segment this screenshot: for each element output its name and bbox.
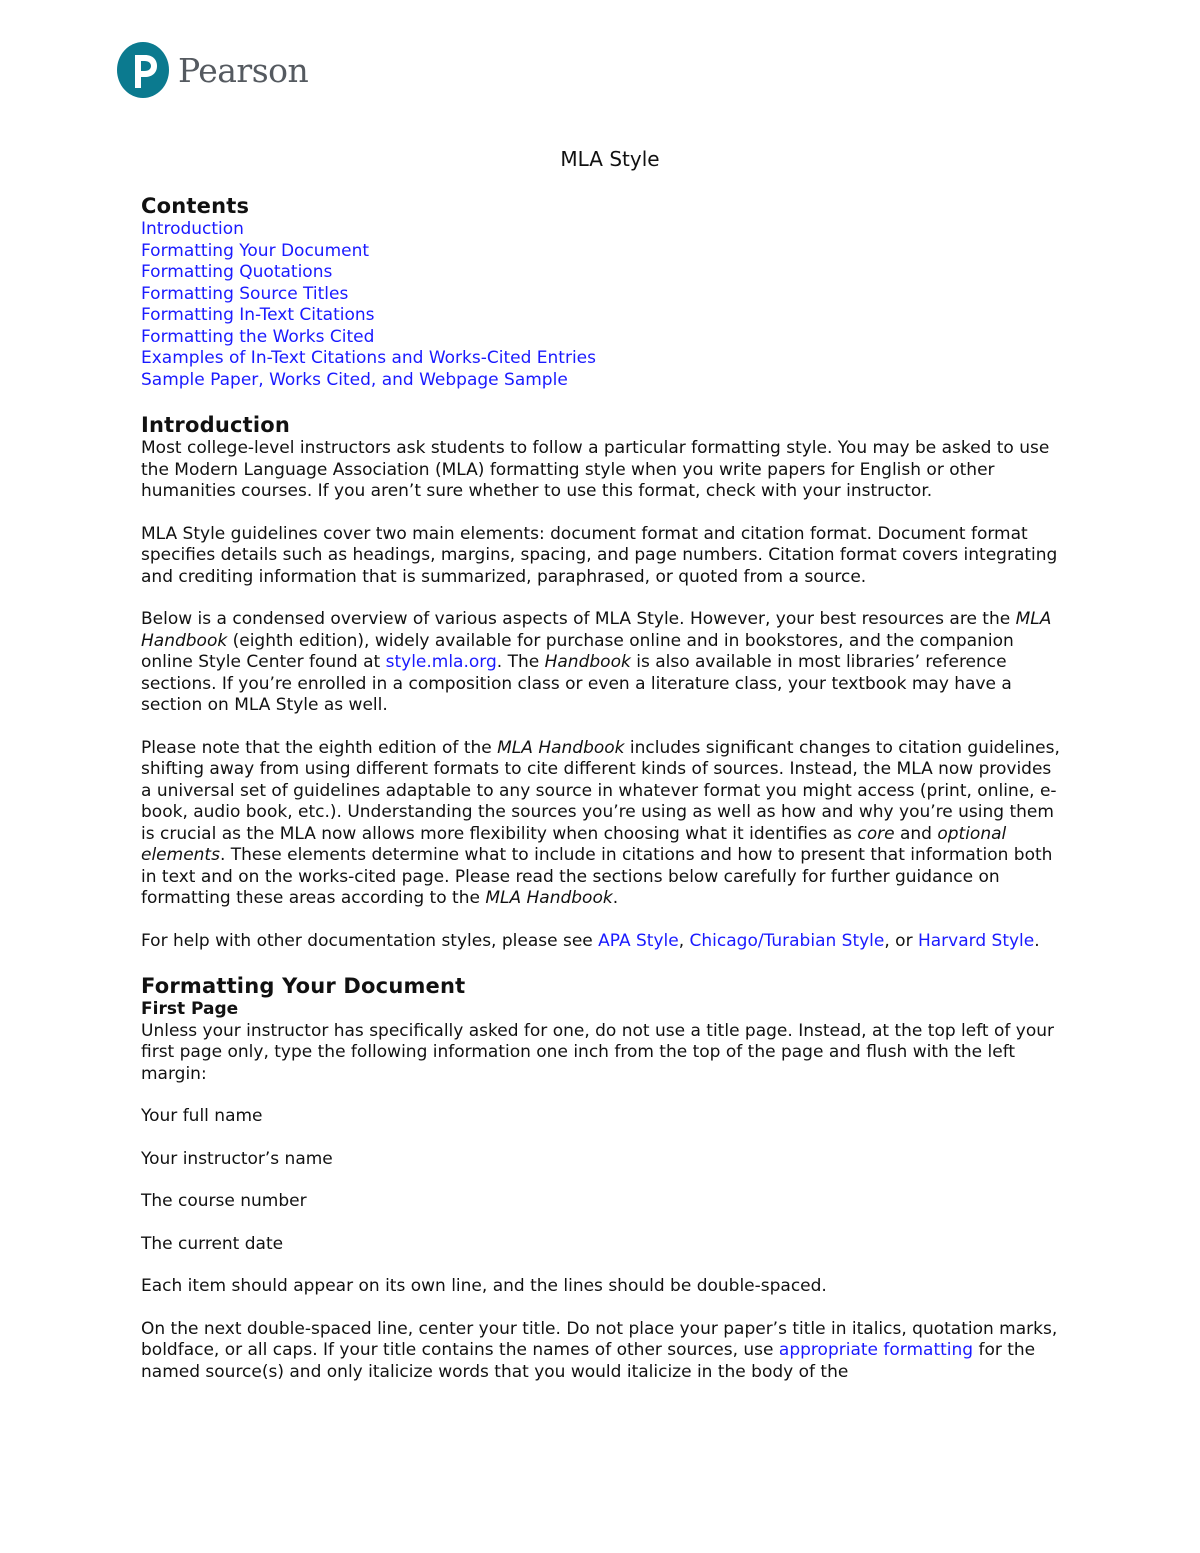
toc-link-sample-paper[interactable]: Sample Paper, Works Cited, and Webpage Sample bbox=[141, 369, 568, 390]
document-body bbox=[141, 146, 1066, 1383]
italic-title: MLA Handbook bbox=[485, 888, 613, 908]
brand-name: Pearson bbox=[178, 50, 309, 90]
toc-link-examples[interactable]: Examples of In-Text Citations and Works-Cited Entries bbox=[141, 348, 596, 368]
formatting-paragraph-1: Unless your instructor has specifically asked for one, do not use a title page. Instead, at the top left of your first page only, type the following information one inch from the top of the page and flush with the left margin: bbox=[141, 1020, 1054, 1084]
toc-link-formatting-document[interactable]: Formatting Your Document bbox=[141, 240, 370, 261]
page-title: MLA Style bbox=[560, 147, 660, 171]
intro-paragraph-3: Below is a condensed overview of various aspects of MLA Style. However, your best resources are the MLA Handbook (eighth edition), widely available for purchase online and in bookstores, and the companion online Style Center found at style.mla.org. The Handbook is also available in most libraries’ reference sections. If you’re enrolled in a composition class or even a literature class, your textbook may have a section on MLA Style as well. bbox=[141, 609, 1052, 715]
style-center-link[interactable]: style.mla.org bbox=[385, 652, 497, 672]
intro-paragraph-2: MLA Style guidelines cover two main elements: document format and citation format. Document format specifies details such as headings, margins, spacing, and page numbers. Citation format covers integrating and crediting information that is summarized, paraphrased, or quoted from a source. bbox=[141, 523, 1058, 587]
intro-paragraph-5: For help with other documentation styles, please see APA Style, Chicago/Turabian Style, or Harvard Style. bbox=[141, 930, 1040, 951]
toc-link-formatting-quotations[interactable]: Formatting Quotations bbox=[141, 262, 333, 282]
contents-heading: Contents bbox=[141, 194, 250, 218]
apa-style-link[interactable]: APA Style bbox=[598, 930, 679, 951]
heading-line-date: The current date bbox=[141, 1233, 284, 1254]
italic-title: MLA Handbook bbox=[141, 609, 1052, 651]
pearson-p-icon bbox=[117, 42, 169, 98]
formatting-heading: Formatting Your Document bbox=[141, 974, 466, 998]
italic-term: optional elements bbox=[141, 823, 1007, 865]
table-of-contents bbox=[141, 219, 1066, 391]
formatting-paragraph-3: On the next double-spaced line, center your title. Do not place your paper’s title in italics, quotation marks, boldface, or all caps. If your title contains the names of other sources, use appropriate formatting for the named source(s) and only italicize words that you would italicize in the body of the bbox=[141, 1318, 1058, 1382]
toc-link-works-cited[interactable]: Formatting the Works Cited bbox=[141, 326, 375, 347]
italic-title: Handbook bbox=[544, 652, 631, 672]
formatting-paragraph-2: Each item should appear on its own line, and the lines should be double-spaced. bbox=[141, 1276, 827, 1296]
heading-line-name: Your full name bbox=[141, 1106, 263, 1126]
first-page-subheading: First Page bbox=[141, 999, 239, 1019]
introduction-heading: Introduction bbox=[141, 413, 291, 437]
intro-paragraph-1: Most college-level instructors ask students to follow a particular formatting style. You may be asked to use the Modern Language Association (MLA) formatting style when you write papers for English or other humanities courses. If you aren’t sure whether to use this format, check with your instructor. bbox=[141, 438, 1050, 501]
italic-term: core bbox=[857, 823, 895, 844]
appropriate-formatting-link[interactable]: appropriate formatting bbox=[778, 1340, 974, 1360]
intro-paragraph-4: Please note that the eighth edition of the MLA Handbook includes significant changes to citation guidelines, shifting away from using different formats to cite different kinds of sources. Instead, the MLA now provides a universal set of guidelines adaptable to any source in whatever format you might access (print, online, e-book, audio book, etc.). Understanding the sources you’re using as well as how and why you’re using them is crucial as the MLA now allows more flexibility when choosing what it identifies as core and optional elements. These elements determine what to include in citations and how to present that information both in text and on the works-cited page. Please read the sections below carefully for further guidance on formatting these areas according to the MLA Handbook. bbox=[141, 737, 1060, 908]
toc-link-introduction[interactable]: Introduction bbox=[141, 219, 244, 239]
toc-link-formatting-source-titles[interactable]: Formatting Source Titles bbox=[141, 283, 349, 304]
chicago-style-link[interactable]: Chicago/Turabian Style bbox=[689, 930, 885, 951]
toc-link-in-text-citations[interactable]: Formatting In-Text Citations bbox=[141, 305, 375, 325]
heading-line-course: The course number bbox=[141, 1191, 307, 1211]
heading-line-instructor: Your instructor’s name bbox=[141, 1148, 333, 1169]
pearson-logo bbox=[117, 42, 308, 98]
italic-title: MLA Handbook bbox=[497, 737, 625, 758]
harvard-style-link[interactable]: Harvard Style bbox=[917, 930, 1035, 951]
